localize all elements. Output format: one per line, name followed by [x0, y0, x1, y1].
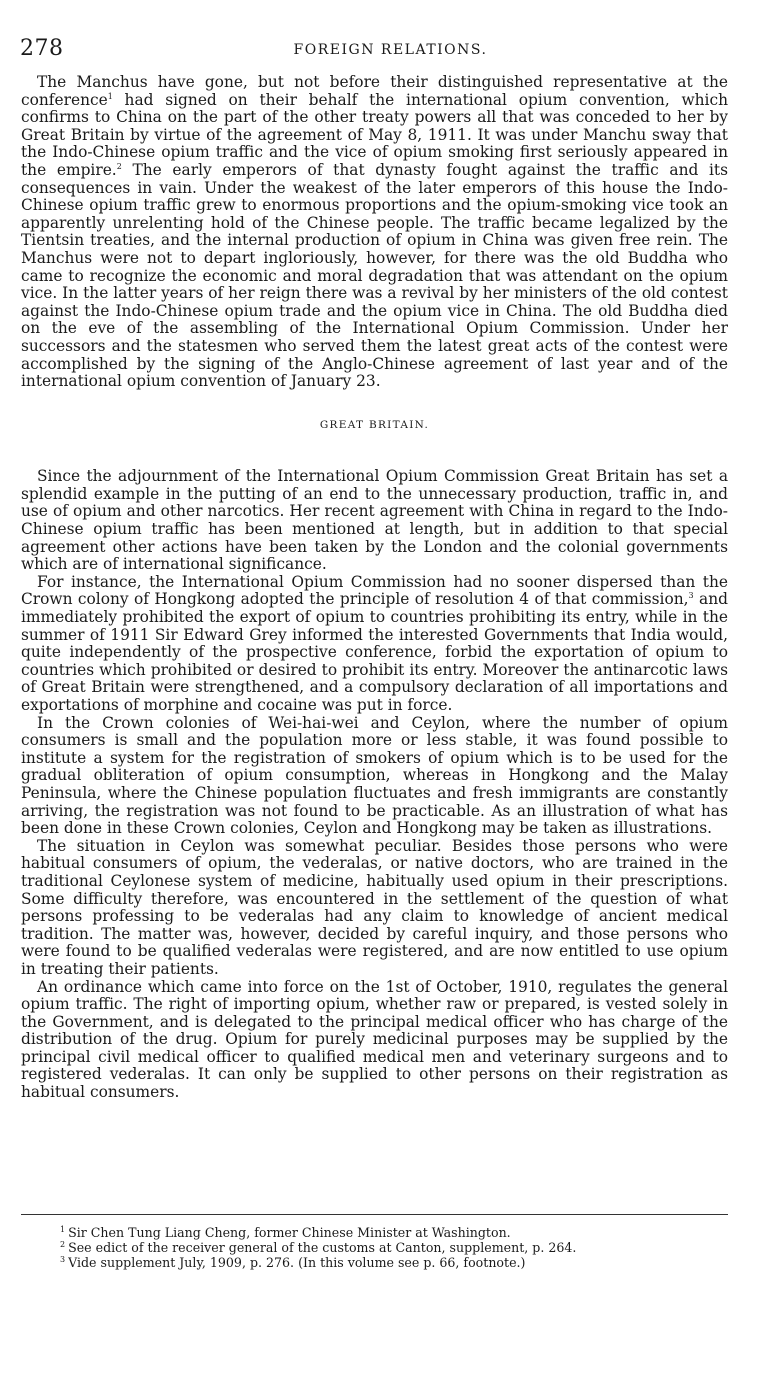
footnote-mark: 3 [60, 1254, 66, 1264]
footnote-text: Vide supplement July, 1909, p. 276. (In this volume see p. 66, footnote.) [68, 1255, 526, 1270]
footnote-mark: 2 [60, 1239, 66, 1249]
footnote-text: See edict of the receiver general of the customs at Canton, supplement, p. 264. [68, 1240, 577, 1255]
footnote-text: Sir Chen Tung Liang Cheng, former Chinese Minister at Washington. [68, 1225, 511, 1240]
paragraph-crown-colonies: In the Crown colonies of Wei-hai-wei and Ceylon, where the number of opium consumers is small and the population more or less stable, it was found possible to institute a system for the registration of smokers of opium which is to be used for the gradual obliteration of opium consumption, whereas in Hongkong and the Malay Peninsula, where the Chinese population fluctuates and fresh immigrants are constantly arriving, the registration was not found to be practicable. As an illustration of what has been done in these Crown colonies, Ceylon and Hongkong may be taken as illustrations. [21, 713, 728, 838]
paragraph-hongkong [21, 574, 728, 715]
footnote-ref: 3 [688, 591, 694, 601]
footnote-ref: 1 [107, 91, 113, 101]
page-number: 278 [20, 36, 64, 61]
footnote-ref: 2 [116, 161, 122, 171]
paragraph-text: The early emperors of that dynasty fought against the traffic and its consequences in vain. Under the weakest of the later emperors of this house the Indo-Chinese opium traffic grew to enormous proportions and the opium-smoking vice took an apparently unrelenting hold of the Chinese people. The traffic became legalized by the Tientsin treaties, and the internal production of opium in China was given free rein. The Manchus were not to depart ingloriously, however, for there was the old Buddha who came to recognize the economic and moral degradation that was attendant on the opium vice. In the latter years of her reign there was a revival by her ministers of the old contest against the Indo-Chinese opium trade and the opium vice in China. The old Buddha died on the eve of the assembling of the International Opium Commission. Under her successors and the statesmen who served them the latest great acts of the contest were accomplished by the signing of the Anglo-Chinese agreement of last year and of the international opium convention of January 23. [21, 160, 729, 391]
footnote [60, 1255, 743, 1270]
paragraph-ceylon: The situation in Ceylon was somewhat peculiar. Besides those persons who were habitual consumers of opium, the vederalas, or native doctors, who are trained in the traditional Ceylonese system of medicine, habitually used opium in their prescriptions. Some difficulty therefore, was encountered in the settlement of the question of what persons professing to be vederalas had any claim to knowledge of ancient medical tradition. The matter was, however, decided by careful inquiry, and those persons who were found to be qualified vederalas were registered, and are now entitled to use opium in treating their patients. [21, 836, 728, 978]
section-heading: GREAT BRITAIN. [319, 418, 430, 431]
body-text [21, 74, 728, 1102]
paragraph-adjournment: Since the adjournment of the International Opium Commission Great Britain has set a splendid example in the putting of an end to the unnecessary production, traffic in, and use of opium and other narcotics. Her recent agreement with China in regard to the Indo-Chinese opium traffic has been mentioned at length, but in addition to that special agreement other actions have been taken by the London and the colonial governments which are of international significance. [21, 467, 728, 574]
footnote-mark: 1 [60, 1224, 66, 1234]
paragraph-manchus [21, 74, 728, 391]
footnote [60, 1240, 743, 1255]
paragraph-text: The Manchus have gone, but not before their distinguished representative at the conference [21, 73, 728, 109]
footnotes [60, 1225, 743, 1270]
paragraph-text: had signed on their behalf the international opium convention, which confirms to China on the part of the other treaty powers all that was conceded to her by Great Britain by virtue of the agreement of May 8, 1911. It was under Manchu sway that the Indo-Chinese opium traffic and the vice of opium smoking first seriously appeared in the empire. [21, 90, 728, 179]
running-head: FOREIGN RELATIONS. [293, 42, 488, 58]
page-header [20, 36, 761, 66]
paragraph-text: For instance, the International Opium Commission had no sooner dispersed than the Crown colony of Hongkong adopted the principle of resolution 4 of that commission, [21, 572, 728, 609]
footnote-divider [21, 1214, 728, 1215]
footnote [60, 1225, 743, 1240]
paragraph-text: and immediately prohibited the export of opium to countries prohibiting its entry, while in the summer of 1911 Sir Edward Grey informed the interested Governments that India would, quite independently of the prospective conference, forbid the exportation of opium to countries which prohibited or desired to prohibit its entry. Moreover the antinarcotic laws of Great Britain were strengthened, and a compulsory declaration of all importations and exportations of morphine and cocaine was put in force. [21, 590, 728, 714]
paragraph-ordinance: An ordinance which came into force on the 1st of October, 1910, regulates the general opium traffic. The right of importing opium, whether raw or prepared, is vested solely in the Government, and is delegated to the principal medical officer who has charge of the distribution of the drug. Opium for purely medicinal purposes may be supplied by the principal civil medical officer to qualified medical men and veterinary surgeons and to registered vederalas. It can only be supplied to other persons on their registration as habitual consumers. [21, 977, 728, 1102]
